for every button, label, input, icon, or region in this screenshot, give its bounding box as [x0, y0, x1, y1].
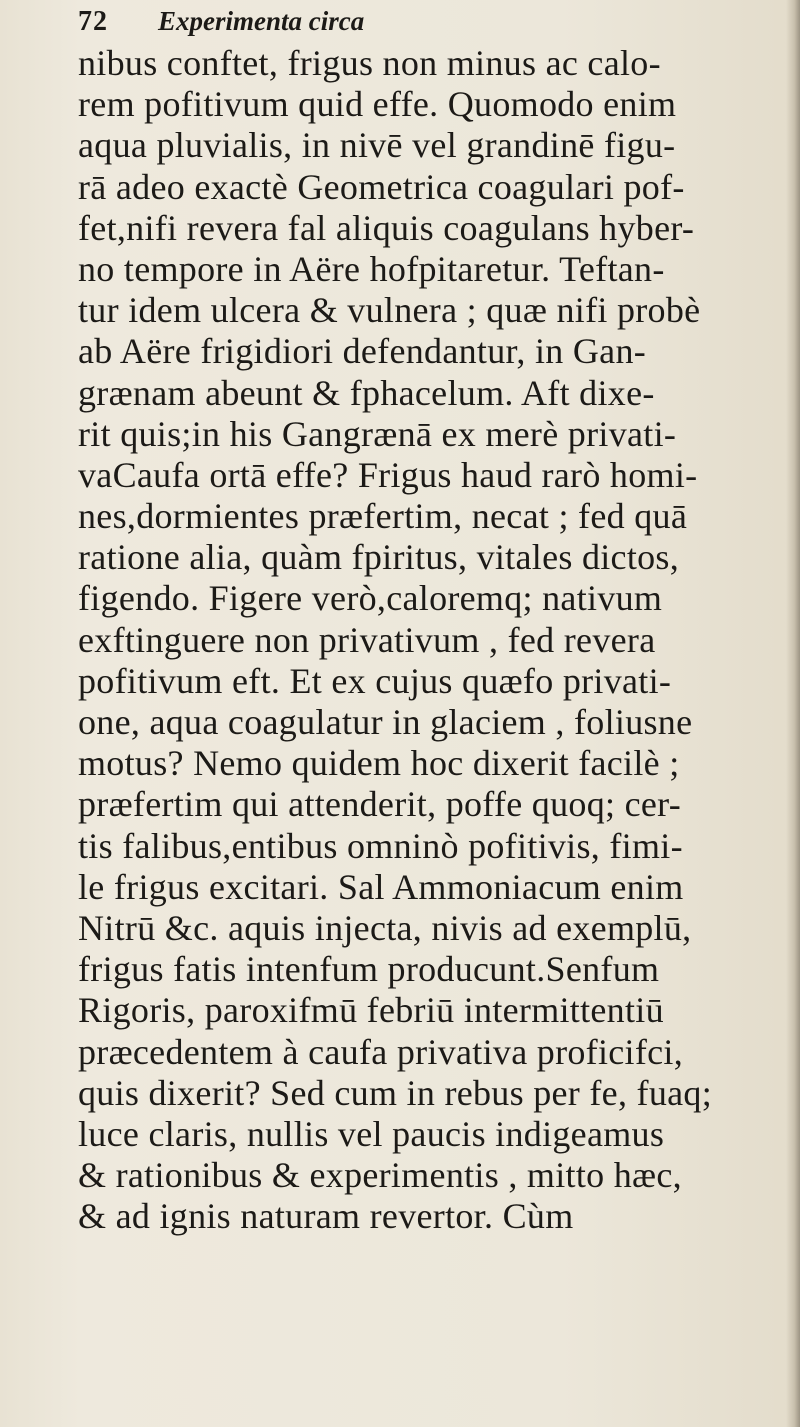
text-line: figendo. Figere verò,caloremq; nativum — [78, 578, 663, 619]
text-line: rā adeo exactè Geometrica coagulari pof- — [78, 166, 685, 207]
text-line: one, aqua coagulatur in glaciem , foliusne — [78, 702, 693, 742]
text-line: tur idem ulcera & vulnera ; quæ nifi probè — [78, 290, 701, 331]
text-line: nibus conftet, frigus non minus ac calo- — [78, 43, 661, 83]
text-line: nes,dormientes præfertim, necat ; fed quā — [78, 496, 688, 537]
text-line: pofitivum eft. Et ex cujus quæfo privati- — [78, 660, 672, 701]
text-line: ratione alia, quàm fpiritus, vitales dictos, — [78, 537, 680, 578]
body-text — [78, 43, 778, 1237]
text-line: le frigus excitari. Sal Ammoniacum enim — [78, 866, 684, 907]
text-line: grænam abeunt & fphacelum. Aft dixe- — [78, 372, 655, 413]
text-line: luce claris, nullis vel paucis indigeamus — [78, 1113, 665, 1154]
text-line: motus? Nemo quidem hoc dixerit facilè ; — [78, 743, 680, 784]
running-head — [78, 4, 778, 38]
text-line: frigus fatis intenfum producunt.Senfum — [78, 949, 660, 990]
text-line: & rationibus & experimentis , mitto hæc, — [78, 1155, 682, 1196]
text-line: vaCaufa ortā effe? Frigus haud rarò homi- — [78, 454, 698, 495]
text-line: rit quis;in his Gangrænā ex merè privati- — [78, 413, 677, 454]
text-line: & ad ignis naturam revertor. Cùm — [78, 1196, 574, 1237]
text-line: rem pofitivum quid effe. Quomodo enim — [78, 84, 677, 125]
text-line: fet,nifi revera fal aliquis coagulans hyber- — [78, 207, 695, 248]
text-line: ab Aëre frigidiori defendantur, in Gan- — [78, 331, 647, 372]
text-line: quis dixerit? Sed cum in rebus per fe, fuaq; — [78, 1072, 713, 1113]
text-line: no tempore in Aëre hofpitaretur. Teftan- — [78, 248, 665, 289]
text-line: tis falibus,entibus omninò pofitivis, fimi- — [78, 825, 683, 866]
text-line: exftinguere non privativum , fed revera — [78, 619, 656, 660]
page-number: 72 — [78, 6, 108, 37]
text-line: Rigoris, paroxifmū febriū intermittentiū — [78, 990, 664, 1031]
text-line: Nitrū &c. aquis injecta, nivis ad exemplū, — [78, 907, 692, 948]
text-line: præcedentem à caufa privativa proficifci, — [78, 1031, 683, 1072]
text-line: præfertim qui attenderit, poffe quoq; cer- — [78, 784, 682, 825]
running-head-title: Experimenta circa — [158, 6, 365, 36]
page-edge-shadow — [786, 0, 800, 1427]
text-line: aqua pluvialis, in nivē vel grandinē figu- — [78, 125, 676, 166]
